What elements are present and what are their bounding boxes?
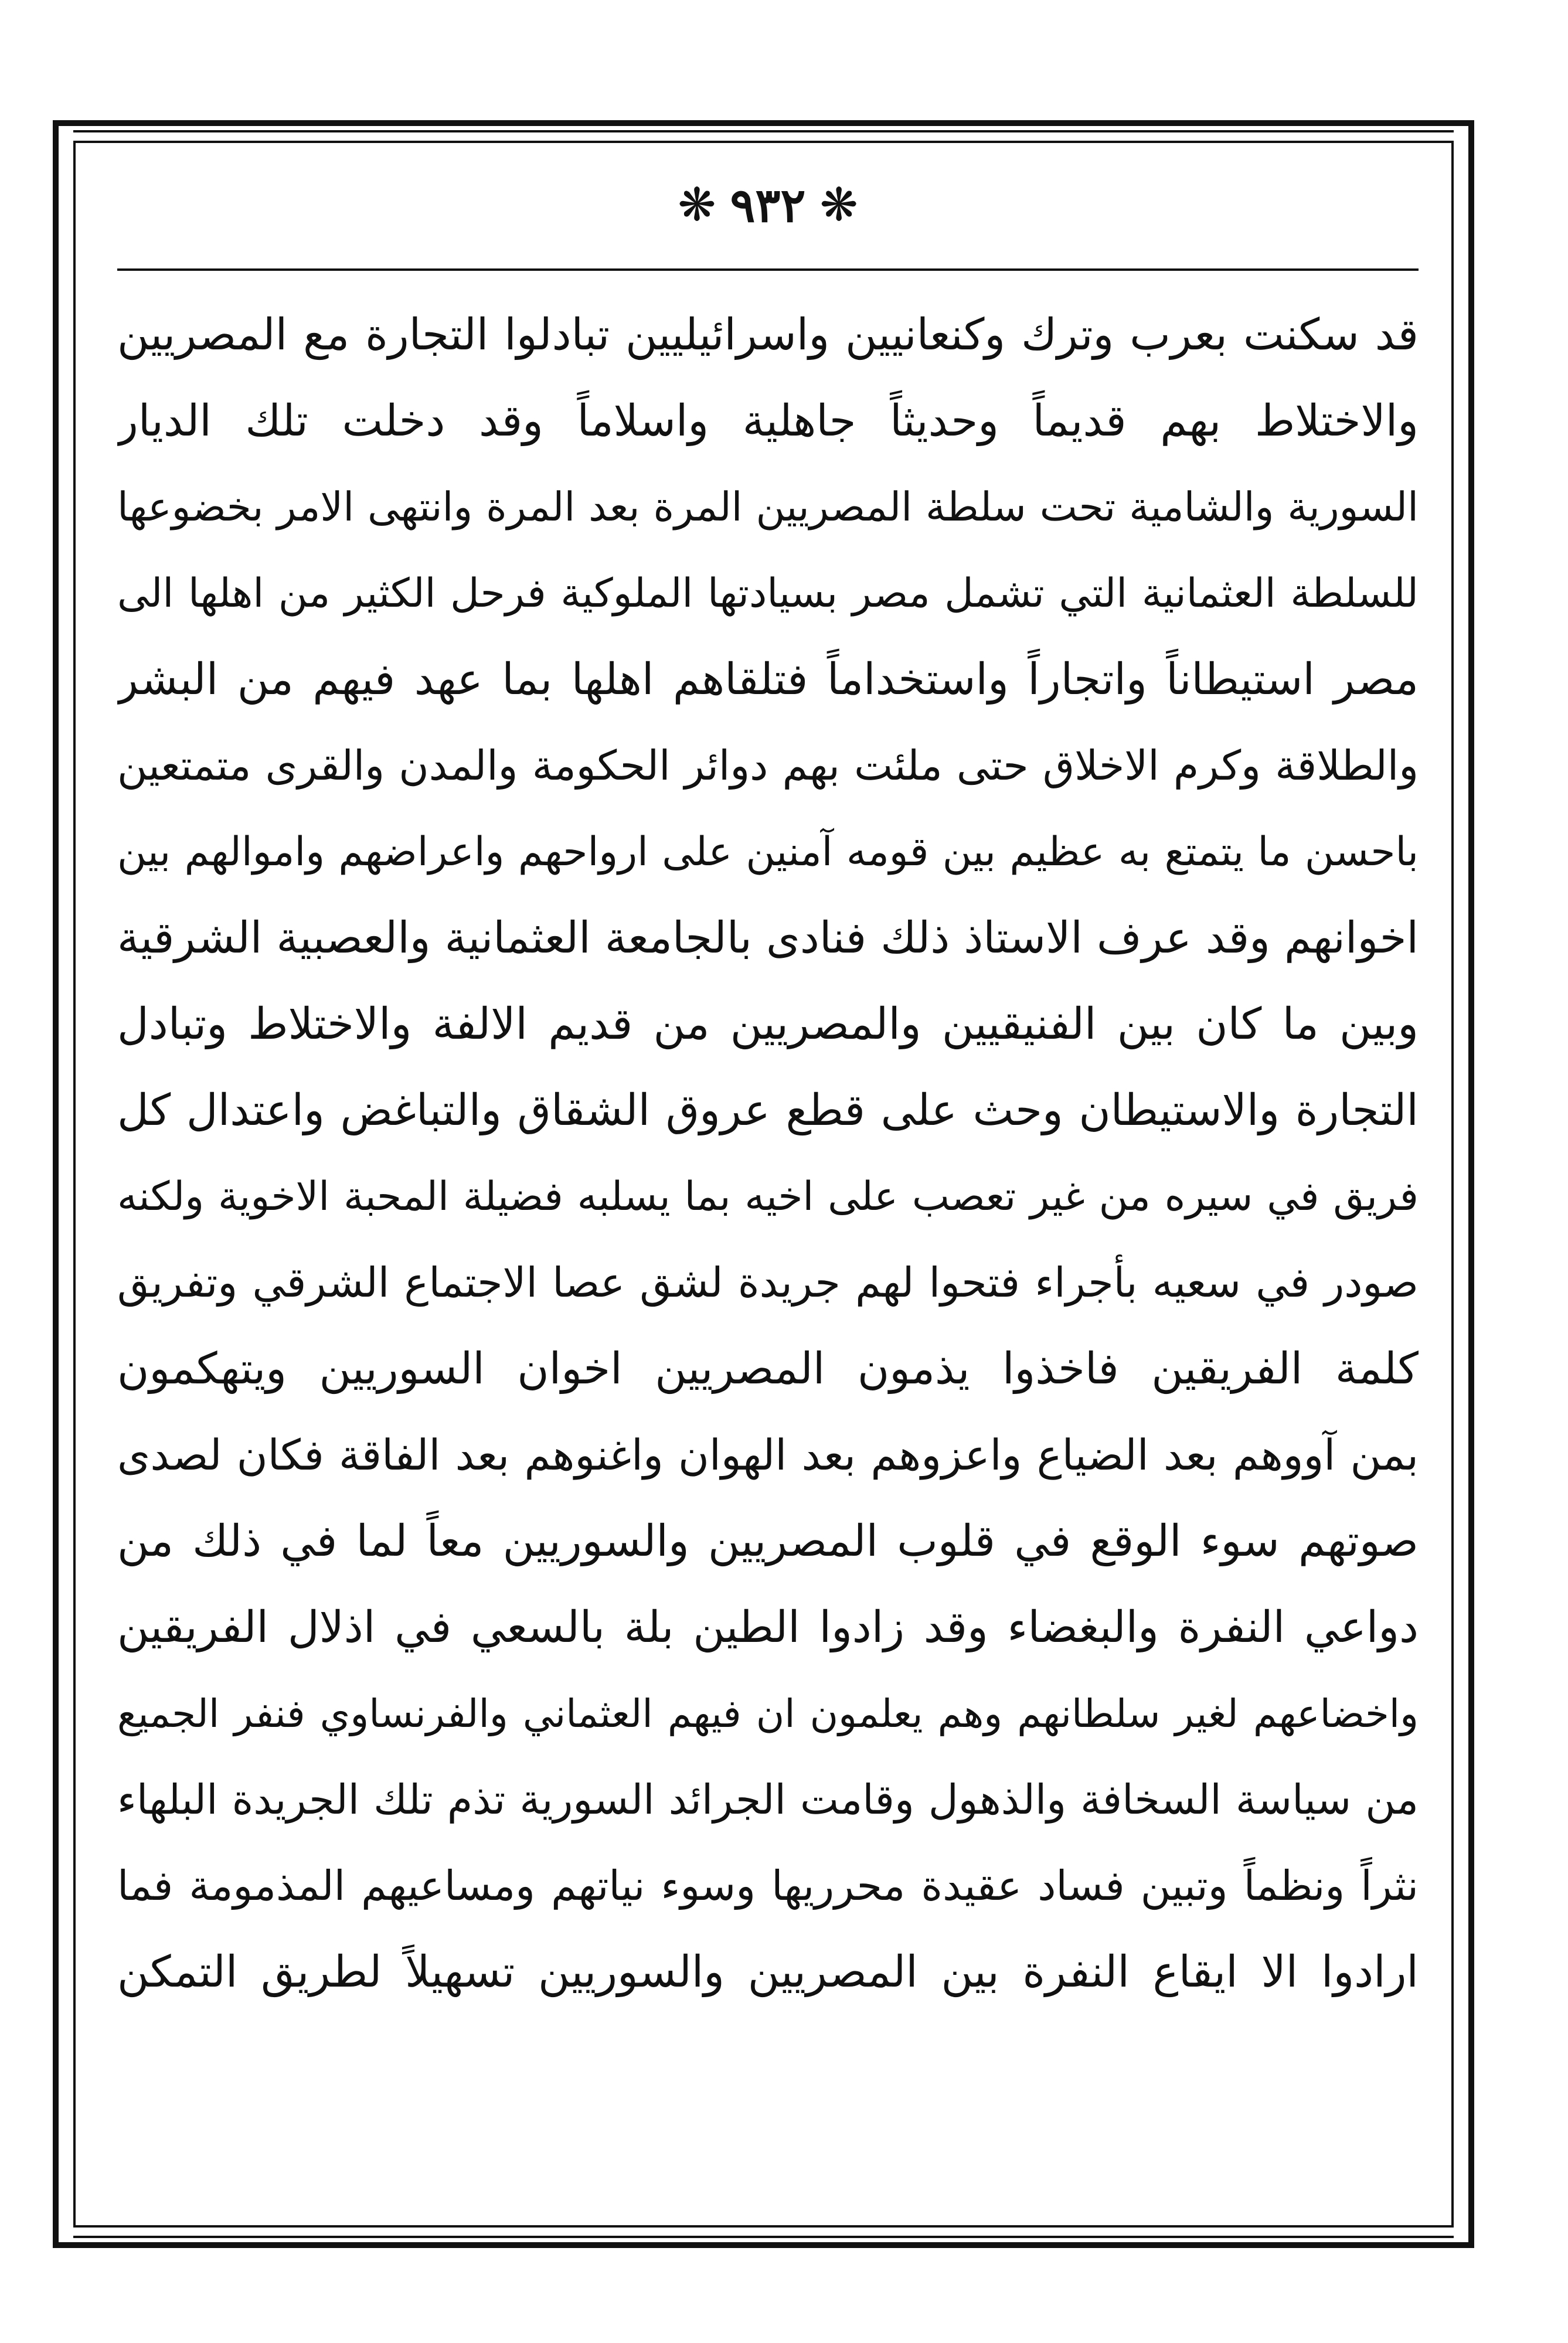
ornament-left-icon: ❋ [678,179,716,232]
text-line: وبين ما كان بين الفنيقيين والمصريين من قديم الالفة والاختلاط وتبادل [117,999,1419,1049]
text-line: دواعي النفرة والبغضاء وقد زادوا الطين بلة بالسعي في اذلال الفريقين [117,1602,1419,1652]
text-line: كلمة الفريقين فاخذوا يذمون المصريين اخوان السوريين ويتهكمون [117,1344,1419,1394]
text-line: قد سكنت بعرب وترك وكنعانيين واسرائيليين تبادلوا التجارة مع المصريين [117,310,1419,360]
text-line: فريق في سيره من غير تعصب على اخيه بما يسلبه فضيلة المحبة الاخوية ولكنه [117,1174,1419,1220]
text-line: صوتهم سوء الوقع في قلوب المصريين والسوريين معاً لما في ذلك من [117,1516,1419,1566]
text-line: صودر في سعيه بأجراء فتحوا لهم جريدة لشق عصا الاجتماع الشرقي وتفريق [117,1259,1419,1307]
page-header [117,170,1419,240]
text-line: للسلطة العثمانية التي تشمل مصر بسيادتها الملوكية فرحل الكثير من اهلها الى [117,570,1419,617]
text-line: والاختلاط بهم قديماً وحديثاً جاهلية واسلاماً وقد دخلت تلك الديار [117,396,1419,446]
text-line: بمن آووهم بعد الضياع واعزوهم بعد الهوان واغنوهم بعد الفاقة فكان لصدى [117,1430,1419,1480]
header-divider [117,268,1419,271]
text-line: من سياسة السخافة والذهول وقامت الجرائد السورية تذم تلك الجريدة البلهاء [117,1776,1419,1824]
text-line: باحسن ما يتمتع به عظيم بين قومه آمنين على ارواحهم واعراضهم واموالهم بين [117,829,1419,875]
ornament-right-icon: ❋ [819,179,858,232]
text-line: نثراً ونظماً وتبين فساد عقيدة محرريها وسوء نياتهم ومساعيهم المذمومة فما [117,1862,1419,1910]
text-line: ارادوا الا ايقاع النفرة بين المصريين والسوريين تسهيلاً لطريق التمكن [117,1947,1419,1997]
text-line: والطلاقة وكرم الاخلاق حتى ملئت بهم دوائر الحكومة والمدن والقرى متمتعين [117,742,1419,790]
text-line: السورية والشامية تحت سلطة المصريين المرة بعد المرة وانتهى الامر بخضوعها [117,484,1419,531]
body-text [117,292,1419,2015]
text-line: مصر استيطاناً واتجاراً واستخداماً فتلقاهم اهلها بما عهد فيهم من البشر [117,654,1419,705]
text-line: واخضاعهم لغير سلطانهم وهم يعلمون ان فيهم العثماني والفرنساوي فنفر الجميع [117,1691,1419,1736]
page-number: ٩٣٢ [730,178,806,233]
text-line: التجارة والاستيطان وحث على قطع عروق الشقاق والتباغض واعتدال كل [117,1085,1419,1135]
text-line: اخوانهم وقد عرف الاستاذ ذلك فنادى بالجامعة العثمانية والعصبية الشرقية [117,913,1419,963]
page-border-bottom-rule [73,2236,1454,2238]
page-border-top-rule [73,130,1454,132]
